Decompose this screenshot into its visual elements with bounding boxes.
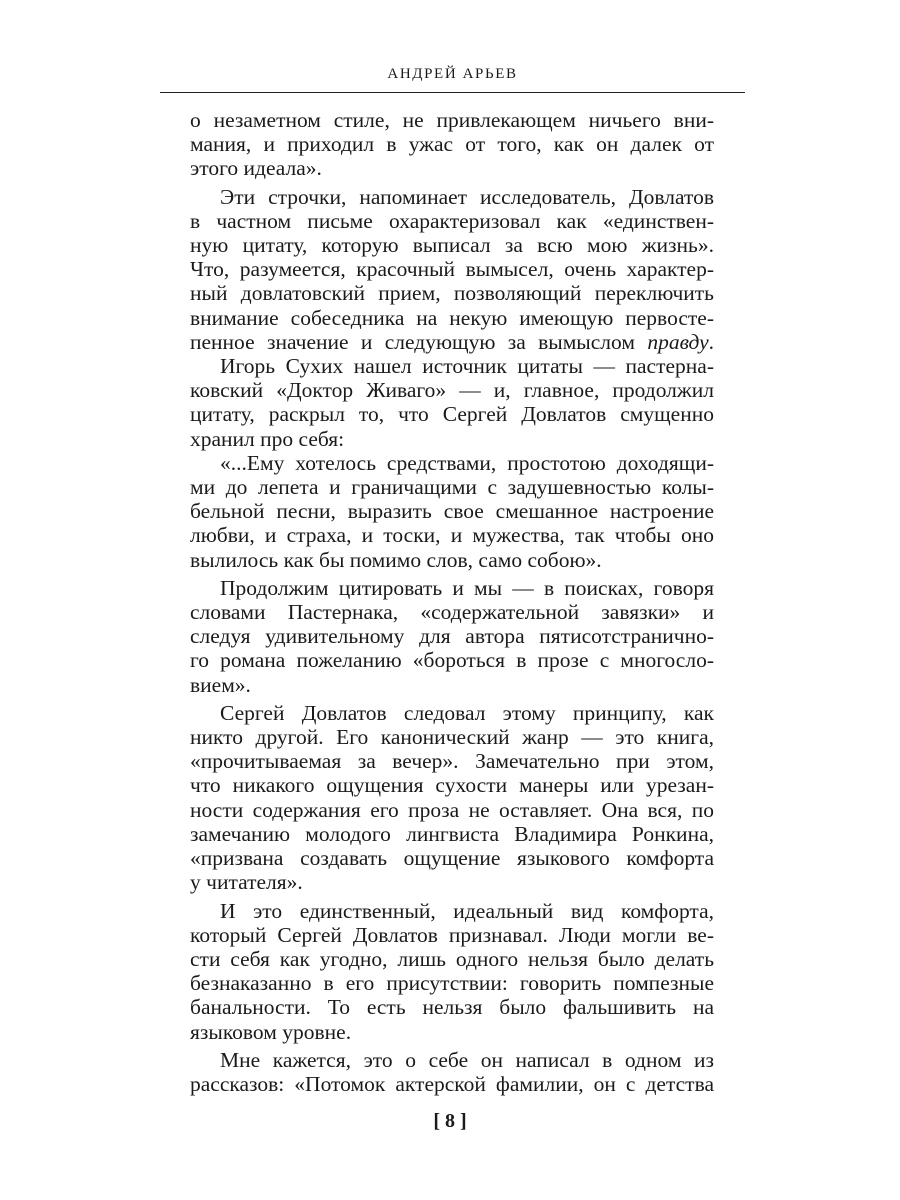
text-line: цитату, раскрыл то, что Сергей Довлатов смущенно bbox=[190, 402, 714, 427]
text-line: словами Пастернака, «содержательной завязки» и bbox=[190, 600, 714, 625]
text-line: ковский «Доктор Живаго» — и, главное, продолжил bbox=[190, 378, 714, 403]
text-line: безнаказанно в его присутствии: говорить помпезные bbox=[190, 971, 714, 996]
text-line: сти себя как угодно, лишь одного нельзя было делать bbox=[190, 946, 714, 971]
header-rule bbox=[160, 92, 745, 93]
text-line: го романа пожеланию «бороться в прозе с многосло- bbox=[190, 648, 714, 673]
text-line: банальности. То есть нельзя было фальшивить на bbox=[190, 995, 714, 1020]
text-line: Эти строчки, напоминает исследователь, Довлатов bbox=[220, 184, 714, 209]
text-line: ми до лепета и граничащими с задушевностью колы- bbox=[190, 475, 714, 500]
text-line: в частном письме охарактеризовал как «единствен- bbox=[190, 208, 714, 233]
text-line: у читателя». bbox=[190, 870, 303, 895]
text-line: Что, разумеется, красочный вымысел, очень характер- bbox=[190, 257, 714, 282]
text-line: никто другой. Его канонический жанр — это книга, bbox=[190, 725, 714, 750]
text-line: внимание собеседника на некую имеющую первосте- bbox=[190, 305, 714, 330]
italic-word: правду bbox=[647, 329, 709, 354]
text-line: «призвана создавать ощущение языкового комфорта bbox=[190, 846, 714, 871]
text-line: ный довлатовский прием, позволяющий переключить bbox=[190, 281, 714, 306]
page-number: [ 8 ] bbox=[433, 1110, 467, 1132]
text-line: вылилось как бы помимо слов, само собою». bbox=[190, 547, 602, 572]
text-line: о незаметном стиле, не привлекающем ничьего вни- bbox=[190, 108, 714, 132]
text-line: рассказов: «Потомок актерской фамилии, он с детства bbox=[190, 1071, 714, 1096]
text-line: ную цитату, которую выписал за всю мою жизнь». bbox=[190, 233, 714, 258]
text-line: хранил про себя: bbox=[190, 426, 345, 451]
text-line: Продолжим цитировать и мы — в поисках, говоря bbox=[220, 575, 714, 600]
body-text bbox=[190, 108, 714, 1096]
text-line: вием». bbox=[190, 672, 251, 697]
text-line: замечанию молодого лингвиста Владимира Ронкина, bbox=[190, 821, 714, 846]
text-line: этого идеала». bbox=[190, 156, 322, 181]
text-line: следуя удивительному для автора пятисотстранично- bbox=[190, 624, 714, 649]
text-line: Сергей Довлатов следовал этому принципу, как bbox=[220, 700, 714, 725]
text-run: . bbox=[708, 329, 714, 354]
running-head: АНДРЕЙ АРЬЕВ bbox=[387, 66, 518, 82]
text-line: Игорь Сухих нашел источник цитаты — пастерна- bbox=[220, 354, 714, 379]
text-line: И это единственный, идеальный вид комфорта, bbox=[220, 898, 714, 923]
text-run: пенное значение и следующую за вымыслом bbox=[190, 329, 648, 354]
text-line: мания, и приходил в ужас от того, как он далек от bbox=[190, 132, 714, 157]
text-line: бельной песни, выразить свое смешанное настроение bbox=[190, 499, 714, 524]
text-line: языковом уровне. bbox=[190, 1019, 352, 1044]
text-line: что никакого ощущения сухости манеры или урезан- bbox=[190, 773, 714, 798]
text-line: «прочитываемая за вечер». Замечательно при этом, bbox=[190, 749, 714, 774]
text-line bbox=[190, 330, 714, 354]
text-line: «...Ему хотелось средствами, простотою доходящи- bbox=[220, 450, 714, 475]
text-line: ности содержания его проза не оставляет. Она вся, по bbox=[190, 797, 714, 822]
text-line: Мне кажется, это о себе он написал в одном из bbox=[220, 1047, 714, 1072]
text-line: который Сергей Довлатов признавал. Люди могли ве- bbox=[190, 922, 714, 947]
text-line: любви, и страха, и тоски, и мужества, так чтобы оно bbox=[190, 523, 714, 548]
